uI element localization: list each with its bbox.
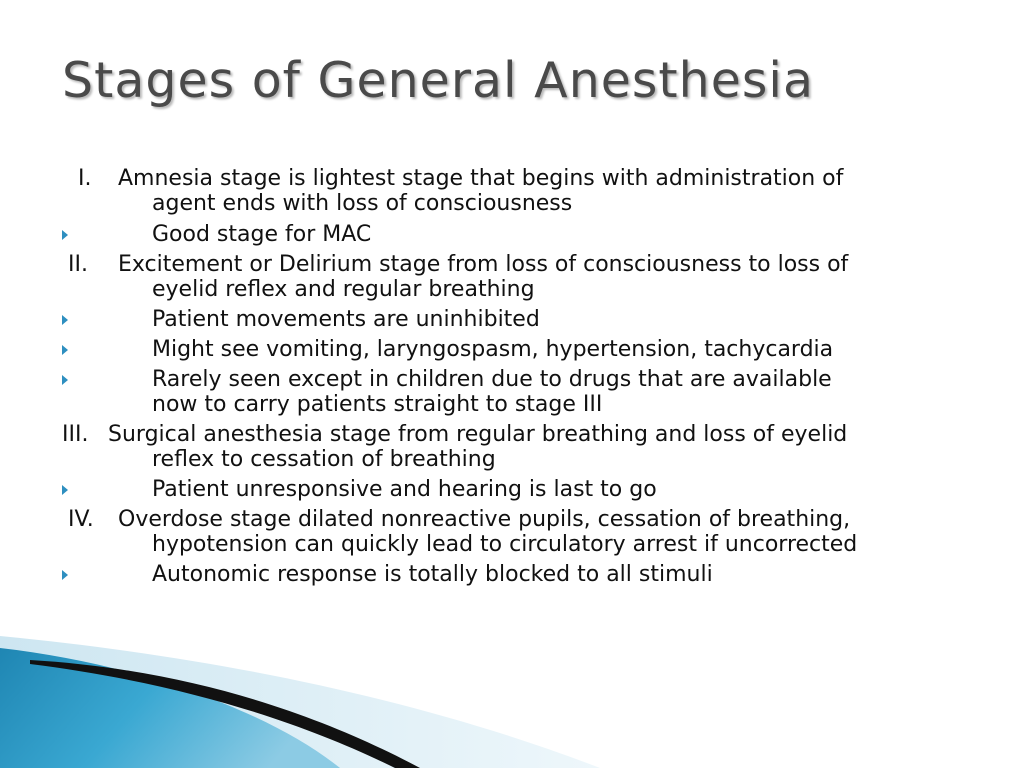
stage-text-line2: reflex to cessation of breathing (152, 447, 496, 472)
bullet-text: Autonomic response is totally blocked to all stimuli (152, 562, 713, 587)
stage-text-line2: agent ends with loss of consciousness (152, 191, 573, 216)
triangle-bullet-icon (62, 485, 68, 495)
stage-text-line1: Excitement or Delirium stage from loss of consciousness to loss of (118, 252, 849, 277)
bullet-text: Might see vomiting, laryngospasm, hypertension, tachycardia (152, 337, 834, 362)
triangle-bullet-icon (62, 375, 68, 385)
bullet-text: Patient movements are uninhibited (152, 307, 540, 332)
triangle-bullet-icon (62, 230, 68, 240)
bullet-text: Patient unresponsive and hearing is last to go (152, 477, 657, 502)
swoosh-dark-stroke (30, 660, 420, 768)
triangle-bullet-icon (62, 570, 68, 580)
stage-text-line2: eyelid reflex and regular breathing (152, 277, 535, 302)
stage-text-line1: Amnesia stage is lightest stage that begins with administration of (118, 166, 844, 191)
swoosh-blue-band (0, 648, 340, 768)
stage-marker: II. (68, 252, 88, 277)
stage-marker: I. (78, 166, 92, 191)
stage-marker: IV. (68, 507, 94, 532)
bullet-text-line2: now to carry patients straight to stage III (152, 392, 603, 417)
triangle-bullet-icon (62, 345, 68, 355)
stage-text-line1: Overdose stage dilated nonreactive pupils, cessation of breathing, (118, 507, 851, 532)
slide-title: Stages of General Anesthesia (62, 52, 815, 109)
triangle-bullet-icon (62, 315, 68, 325)
bullet-text: Good stage for MAC (152, 222, 372, 247)
swoosh-pale-band (0, 636, 600, 768)
bullet-text-line1: Rarely seen except in children due to drugs that are available (152, 367, 832, 392)
stage-marker: III. (62, 422, 89, 447)
stage-text-line1: Surgical anesthesia stage from regular breathing and loss of eyelid (108, 422, 848, 447)
stage-text-line2: hypotension can quickly lead to circulatory arrest if uncorrected (152, 532, 858, 557)
